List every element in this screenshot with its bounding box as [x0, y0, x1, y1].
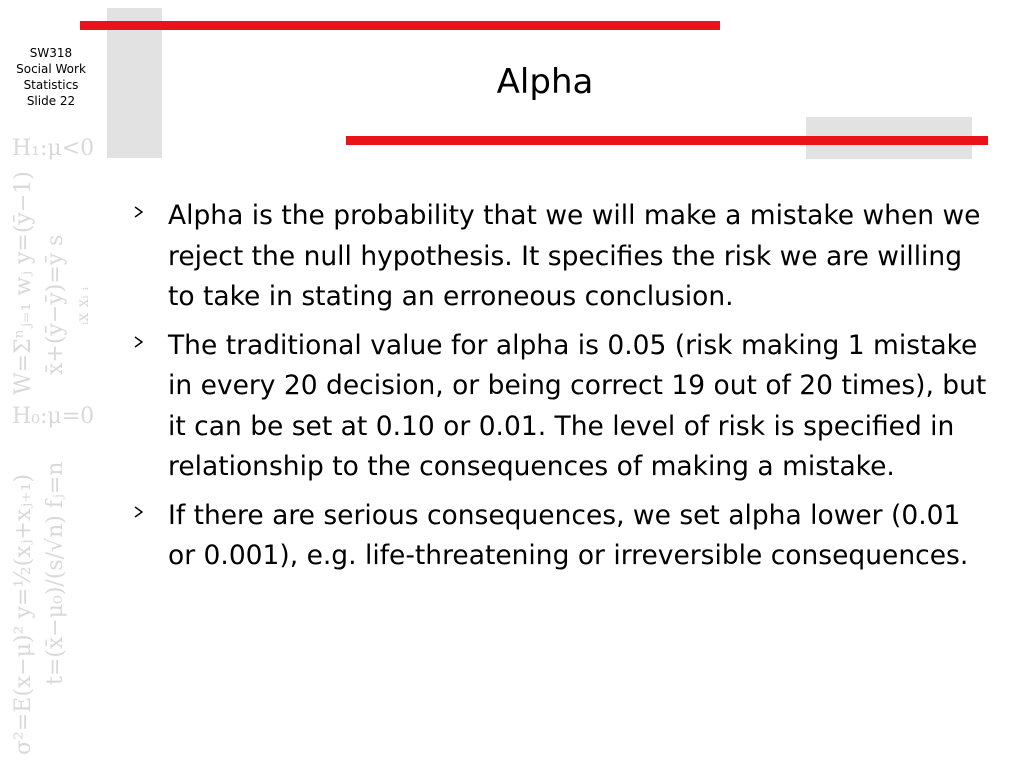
svg-text:H₁:μ<0: H₁:μ<0 — [12, 136, 95, 161]
decorative-red-bar-top — [80, 21, 720, 30]
slide-number: Slide 22 — [26, 94, 76, 108]
slide-info — [4, 45, 98, 109]
svg-text:t=(x̄−μ₀)/(s/√n) fⱼ=n: t=(x̄−μ₀)/(s/√n) fⱼ=n — [43, 461, 68, 685]
slide-title: Alpha — [496, 62, 594, 102]
decorative-red-bar-bottom — [346, 136, 988, 145]
decorative-gray-block-top — [107, 8, 162, 158]
svg-text:W=Σⁿⱼ₌₁ wⱼ y=(ȳ−1): W=Σⁿⱼ₌₁ wⱼ y=(ȳ−1) — [11, 171, 36, 395]
formula-watermark-graphic — [0, 125, 100, 765]
formula-watermark — [0, 125, 100, 765]
svg-text:ᵢx xᵢ ᵢ: ᵢx xᵢ ᵢ — [73, 287, 92, 325]
course-code: SW318 — [29, 46, 73, 60]
bullet-item — [130, 196, 990, 318]
bullet-text: If there are serious consequences, we set alpha lower (0.01 or 0.001), e.g. life-threatening or irreversible consequences. — [168, 499, 969, 571]
chevron-arrow-right-icon — [132, 335, 146, 349]
svg-text:x̄+(ȳ−ȳ)=ȳ s: x̄+(ȳ−ȳ)=ȳ s — [43, 234, 68, 375]
course-name-line1: Social Work — [16, 62, 86, 76]
bullet-list — [130, 196, 990, 585]
bullet-item — [130, 496, 990, 577]
svg-text:H₀:μ=0: H₀:μ=0 — [12, 404, 95, 429]
svg-text:σ²=E(x−μ)² y=½(xⱼ+xⱼ₊₁): σ²=E(x−μ)² y=½(xⱼ+xⱼ₊₁) — [11, 473, 36, 755]
bullet-text: The traditional value for alpha is 0.05 (risk making 1 mistake in every 20 decision, or being correct 19 out of 20 times), but it can be set at 0.10 or 0.01. The level of risk is specified in relationship to the consequences of making a mistake. — [168, 329, 987, 482]
bullet-text: Alpha is the probability that we will make a mistake when we reject the null hypothesis. It specifies the risk we are willing to take in stating an erroneous conclusion. — [168, 200, 981, 312]
course-name-line2: Statistics — [23, 78, 79, 92]
chevron-arrow-right-icon — [132, 505, 146, 519]
bullet-item — [130, 326, 990, 488]
chevron-arrow-right-icon — [132, 205, 146, 219]
